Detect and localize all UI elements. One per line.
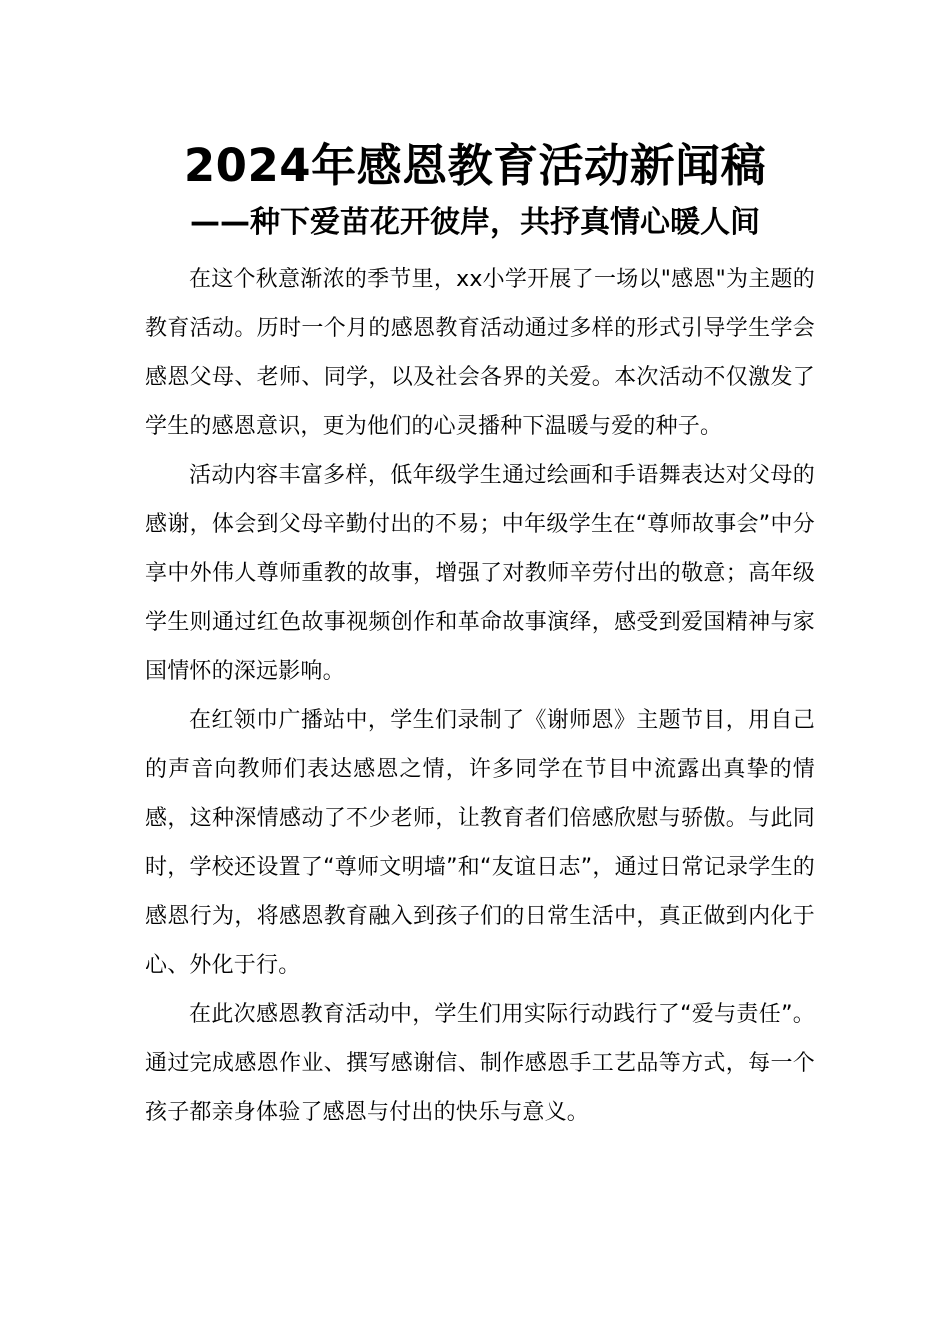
document-title: 2024年感恩教育活动新闻稿 xyxy=(183,139,767,192)
paragraph: 在此次感恩教育活动中，学生们用实际行动践行了“爱与责任”。通过完成感恩作业、撰写感谢信、制作感恩手工艺品等方式，每一个孩子都亲身体验了感恩与付出的快乐与意义。 xyxy=(145,1002,815,1125)
paragraph: 在红领巾广播站中，学生们录制了《谢师恩》主题节目，用自己的声音向教师们表达感恩之情，许多同学在节目中流露出真挚的情感，这种深情感动了不少老师，让教育者们倍感欣慰与骄傲。与此同时，学校还设置了“尊师文明墙”和“友谊日志”，通过日常记录学生的感恩行为，将感恩教育融入到孩子们的日常生活中，真正做到内化于心、外化于行。 xyxy=(145,708,815,978)
paragraph: 在这个秋意渐浓的季节里，xx小学开展了一场以"感恩"为主题的教育活动。历时一个月的感恩教育活动通过多样的形式引导学生学会感恩父母、老师、同学，以及社会各界的关爱。本次活动不仅激发了学生的感恩意识，更为他们的心灵播种下温暖与爱的种子。 xyxy=(145,267,815,439)
article-body xyxy=(145,255,815,1137)
document-subtitle: ——种下爱苗花开彼岸，共抒真情心暖人间 xyxy=(190,205,760,240)
paragraph: 活动内容丰富多样，低年级学生通过绘画和手语舞表达对父母的感谢，体会到父母辛勤付出的不易；中年级学生在“尊师故事会”中分享中外伟人尊师重教的故事，增强了对教师辛劳付出的敬意；高年级学生则通过红色故事视频创作和革命故事演绎，感受到爱国精神与家国情怀的深远影响。 xyxy=(145,463,815,684)
